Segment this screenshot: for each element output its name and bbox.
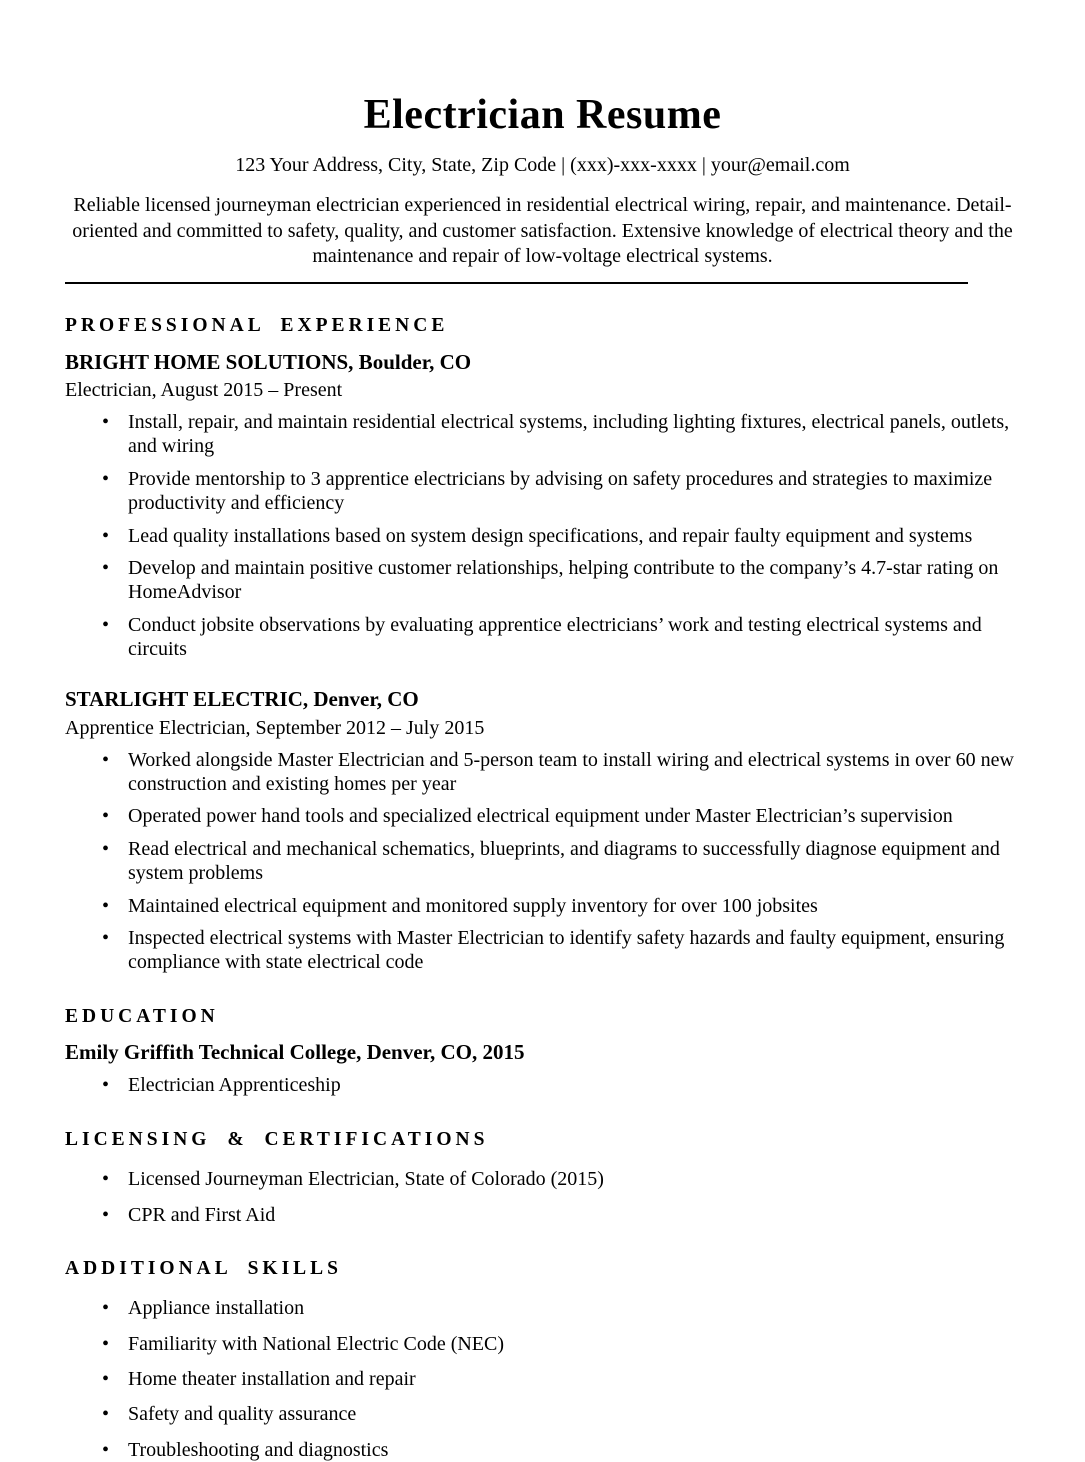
bullet-item: • Safety and quality assurance [100, 1402, 1020, 1426]
resume-header [65, 92, 1020, 284]
section-heading-licensing: LICENSING & CERTIFICATIONS [65, 1128, 489, 1150]
summary-paragraph: Reliable licensed journeyman electrician experienced in residential electrical wiring, repair, and maintenance. Detail-oriented and committed to safety, quality, and customer satisfaction. Extensive knowledge of electrical theory and the maintenance and repair of low-voltage electrical systems. [72, 194, 1013, 267]
bullet-item: • Conduct jobsite observations by evaluating apprentice electricians’ work and testing electrical systems and circuits [100, 613, 1020, 662]
bullet-item: • Electrician Apprenticeship [100, 1073, 1020, 1097]
header-divider [65, 282, 968, 284]
contact-line: 123 Your Address, City, State, Zip Code | (xxx)-xxx-xxxx | your@email.com [235, 154, 850, 177]
school-name: Emily Griffith Technical College, Denver, CO, 2015 [65, 1040, 525, 1065]
page-title: Electrician Resume [363, 92, 722, 138]
skills-bullet-list [100, 1296, 1020, 1462]
role-dates: Apprentice Electrician, September 2012 – July 2015 [65, 716, 485, 739]
section-heading-skills: ADDITIONAL SKILLS [65, 1257, 343, 1279]
bullet-item: • Appliance installation [100, 1296, 1020, 1320]
education-bullet-list [100, 1073, 1020, 1097]
bullet-item: • Licensed Journeyman Electrician, State of Colorado (2015) [100, 1167, 1020, 1191]
job-bullet-list [100, 410, 1020, 662]
company-name: BRIGHT HOME SOLUTIONS, Boulder, CO [65, 349, 472, 374]
bullet-item: • Provide mentorship to 3 apprentice electricians by advising on safety procedures and strategies to maximize productivity and efficiency [100, 467, 1020, 516]
job-entry-starlight [65, 687, 1020, 974]
job-entry-bright-home [65, 350, 1020, 662]
section-education [65, 1005, 1020, 1098]
bullet-item: • Operated power hand tools and specialized electrical equipment under Master Electrician’s supervision [100, 804, 1020, 828]
bullet-item: • CPR and First Aid [100, 1203, 1020, 1227]
bullet-item: • Install, repair, and maintain residential electrical systems, including lighting fixtures, electrical panels, outlets, and wiring [100, 410, 1020, 459]
bullet-item: • Develop and maintain positive customer relationships, helping contribute to the company’s 4.7-star rating on HomeAdvisor [100, 556, 1020, 605]
bullet-item: • Inspected electrical systems with Master Electrician to identify safety hazards and faulty equipment, ensuring compliance with state electrical code [100, 926, 1020, 975]
bullet-item: • Maintained electrical equipment and monitored supply inventory for over 100 jobsites [100, 894, 1020, 918]
bullet-item: • Troubleshooting and diagnostics [100, 1438, 1020, 1462]
bullet-item: • Worked alongside Master Electrician and 5-person team to install wiring and electrical systems in over 60 new construction and existing homes per year [100, 748, 1020, 797]
section-heading-experience: PROFESSIONAL EXPERIENCE [65, 315, 449, 337]
bullet-item: • Lead quality installations based on system design specifications, and repair faulty equipment and systems [100, 524, 1020, 548]
bullet-item: • Familiarity with National Electric Code (NEC) [100, 1332, 1020, 1356]
bullet-item: • Home theater installation and repair [100, 1367, 1020, 1391]
section-additional-skills [65, 1257, 1020, 1462]
job-bullet-list [100, 748, 1020, 975]
section-licensing [65, 1128, 1020, 1227]
section-professional-experience [65, 314, 1020, 974]
licensing-bullet-list [100, 1167, 1020, 1227]
section-heading-education: EDUCATION [65, 1005, 219, 1027]
role-dates: Electrician, August 2015 – Present [65, 378, 343, 401]
company-name: STARLIGHT ELECTRIC, Denver, CO [65, 687, 419, 712]
bullet-item: • Read electrical and mechanical schematics, blueprints, and diagrams to successfully diagnose equipment and system problems [100, 837, 1020, 886]
